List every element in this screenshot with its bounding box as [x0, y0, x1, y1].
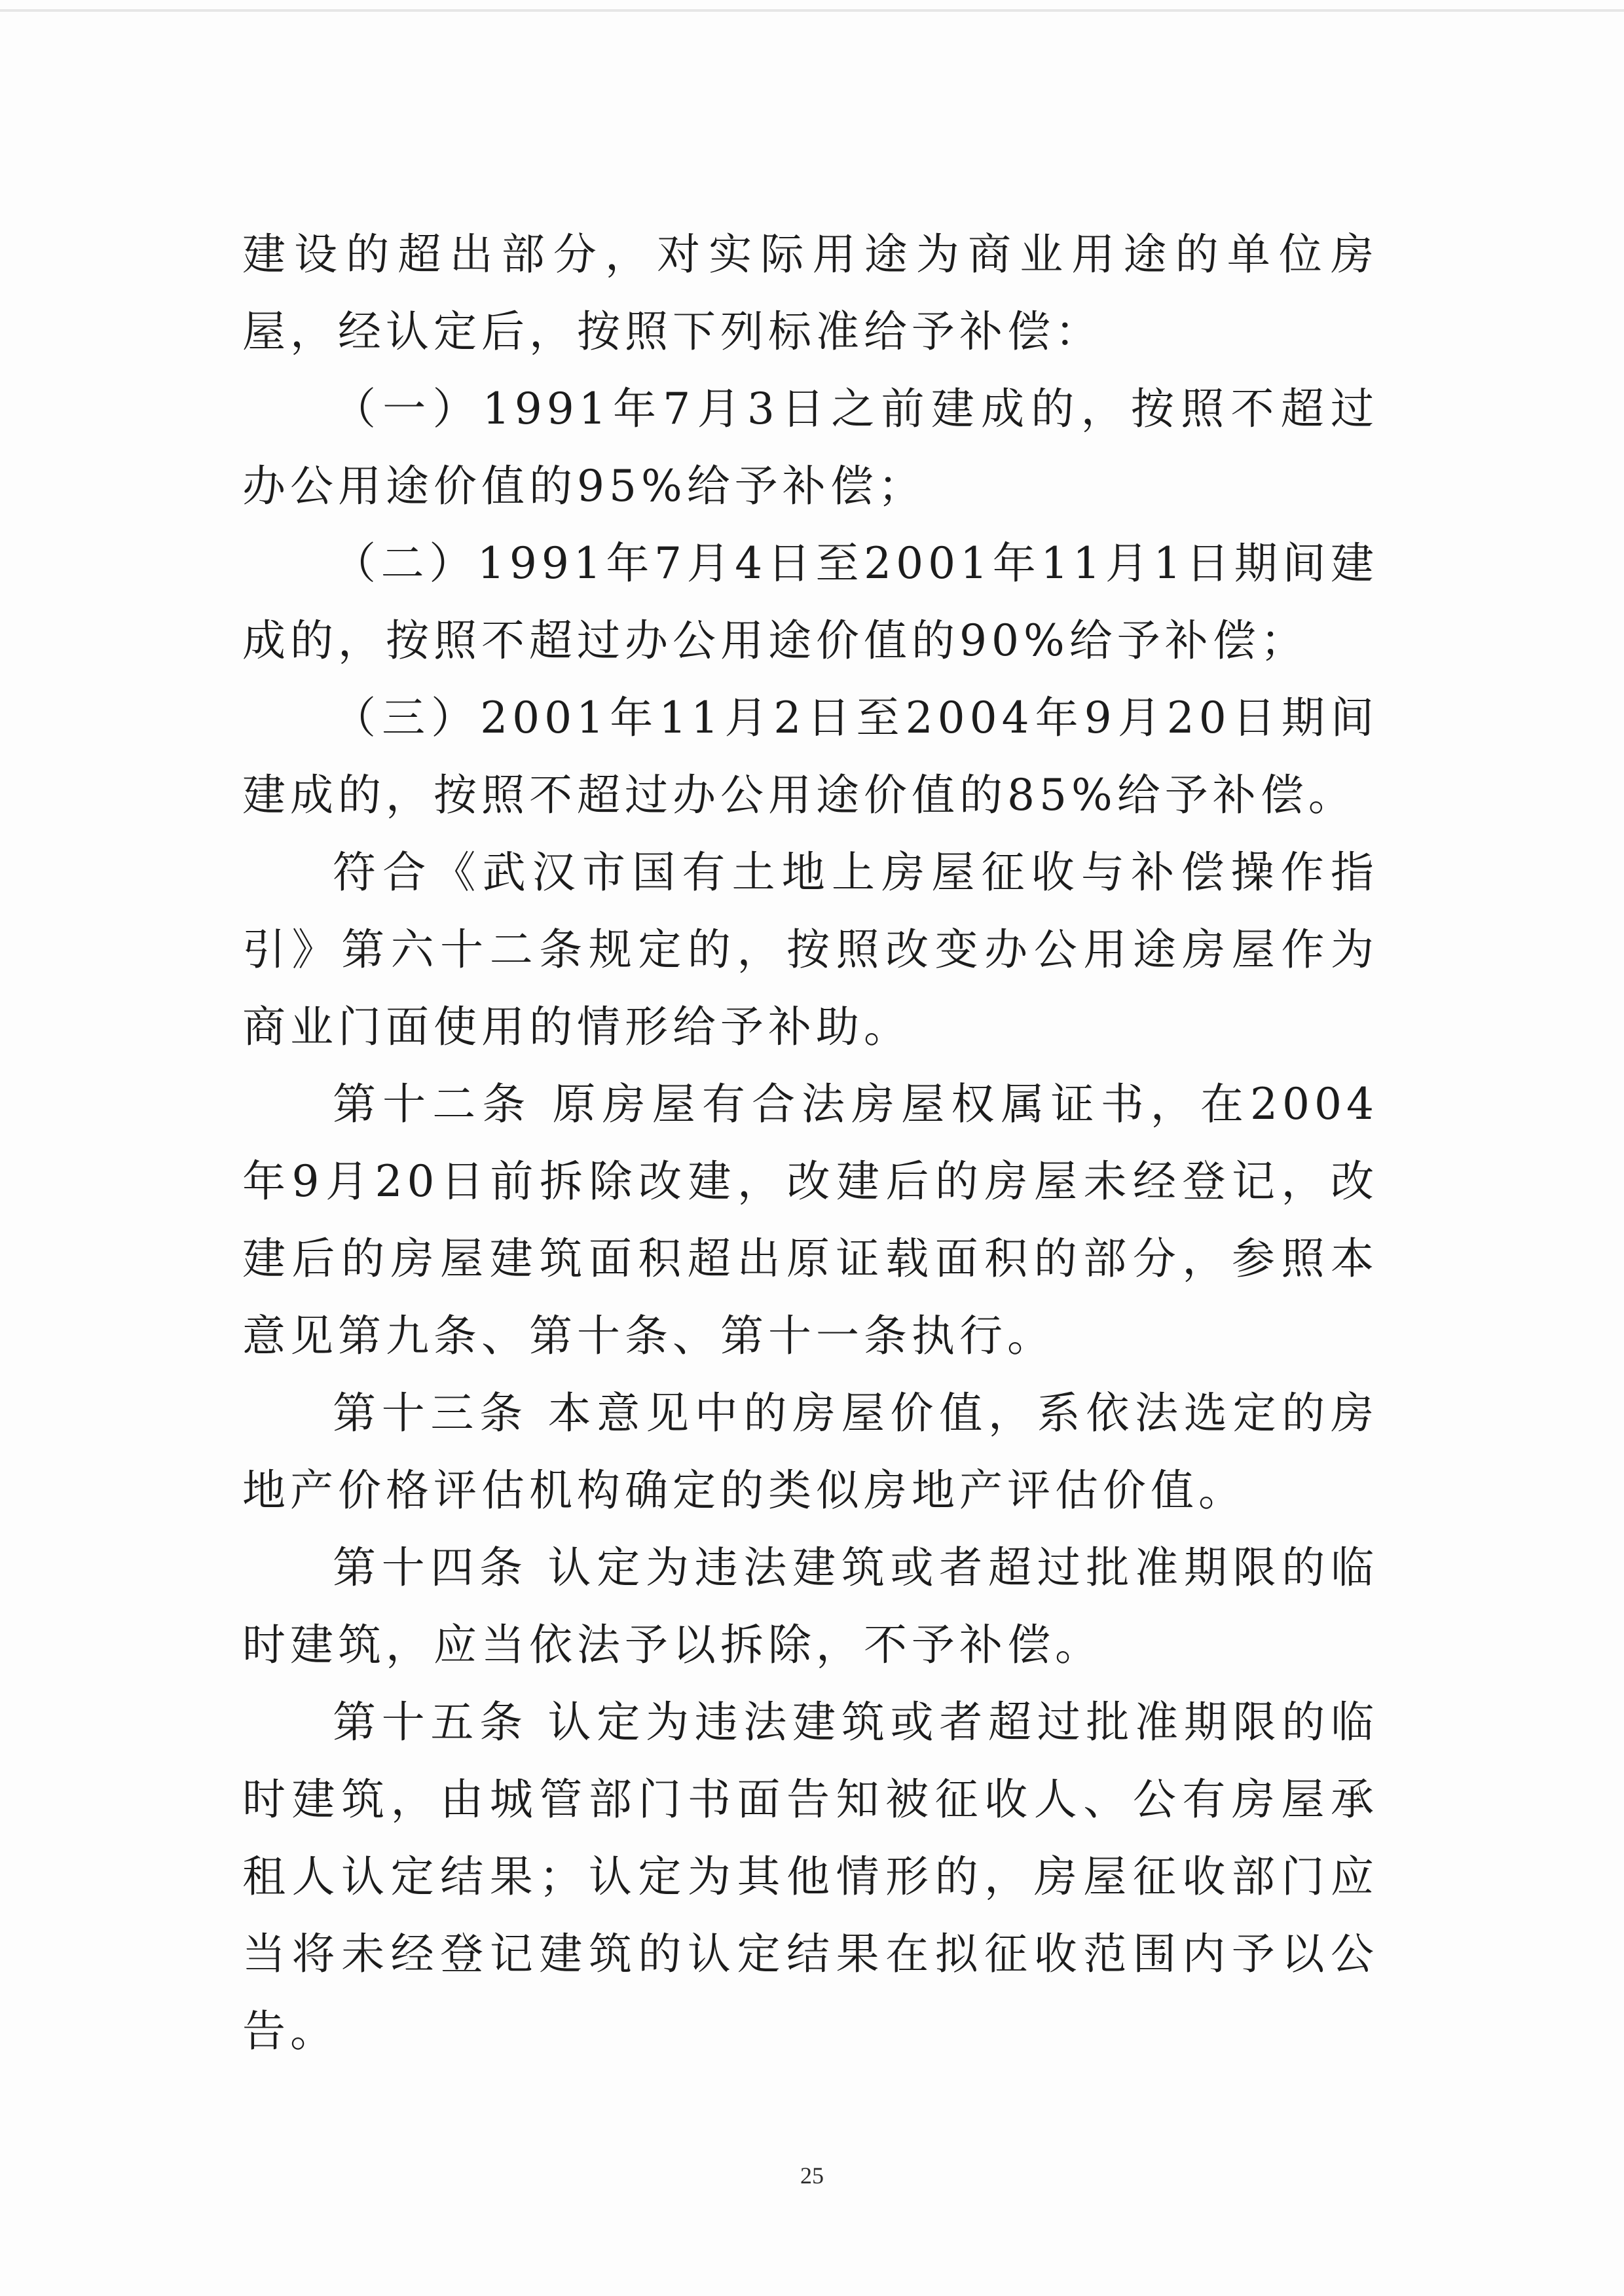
paragraph-item-2: （二）1991年7月4日至2001年11月1日期间建成的，按照不超过办公用途价值的90%给予补偿； [242, 538, 1378, 666]
paragraph-continuation: 建设的超出部分，对实际用途为商业用途的单位房屋，经认定后，按照下列标准给予补偿： [242, 229, 1378, 357]
document-body [242, 216, 1378, 2070]
paragraph-article-14: 第十四条 认定为违法建筑或者超过批准期限的临时建筑，应当依法予以拆除，不予补偿。 [242, 1542, 1378, 1670]
paragraph-item-1: （一）1991年7月3日之前建成的，按照不超过办公用途价值的95%给予补偿； [242, 384, 1378, 511]
paragraph-article-15: 第十五条 认定为违法建筑或者超过批准期限的临时建筑，由城管部门书面告知被征收人、公有房屋承租人认定结果；认定为其他情形的，房屋征收部门应当将未经登记建筑的认定结果在拟征收范围内予以公告。 [242, 1697, 1378, 2056]
paragraph-guideline-reference: 符合《武汉市国有土地上房屋征收与补偿操作指引》第六十二条规定的，按照改变办公用途房屋作为商业门面使用的情形给予补助。 [242, 847, 1378, 1052]
scan-edge-line [0, 9, 1624, 12]
paragraph-article-12: 第十二条 原房屋有合法房屋权属证书，在2004年9月20日前拆除改建，改建后的房屋未经登记，改建后的房屋建筑面积超出原证载面积的部分，参照本意见第九条、第十条、第十一条执行。 [242, 1079, 1378, 1361]
page-number: 25 [800, 2162, 824, 2189]
paragraph-item-3: （三）2001年11月2日至2004年9月20日期间建成的，按照不超过办公用途价值的85%给予补偿。 [242, 693, 1378, 820]
paragraph-article-13: 第十三条 本意见中的房屋价值，系依法选定的房地产价格评估机构确定的类似房地产评估价值。 [242, 1388, 1378, 1516]
